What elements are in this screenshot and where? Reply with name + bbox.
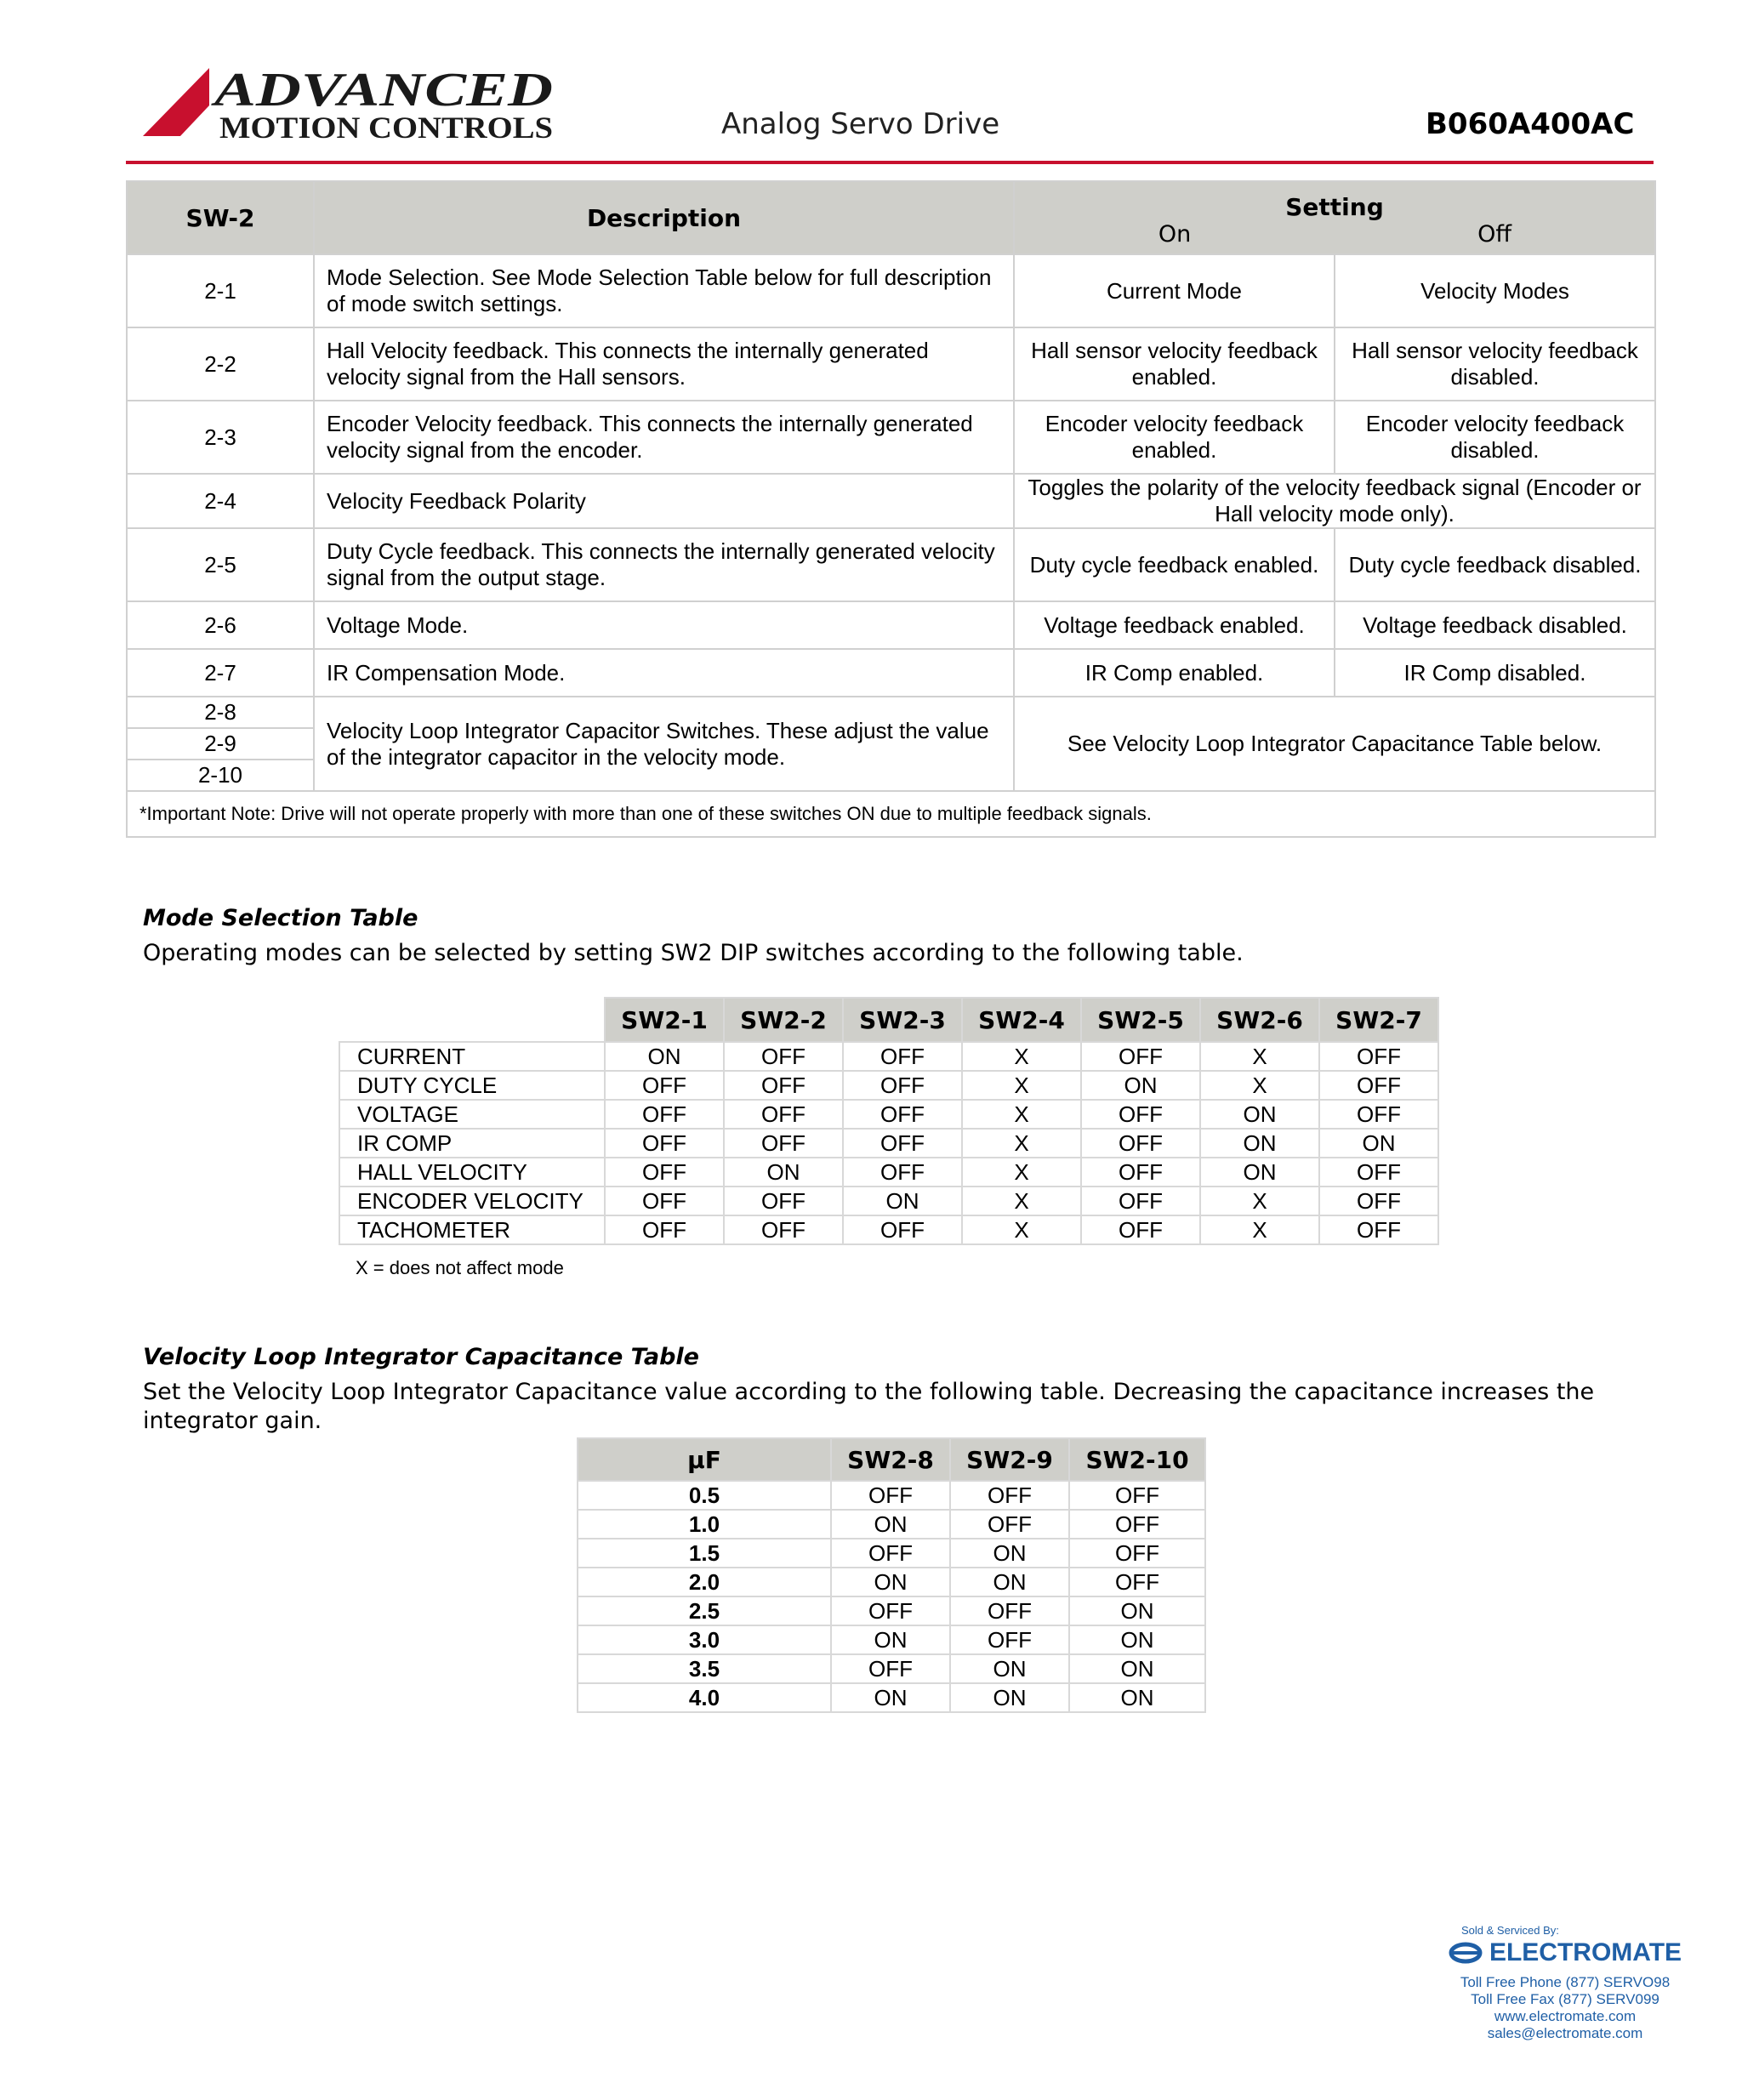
switch-id: 2-9 [127,728,314,760]
capacitance-value: 4.0 [578,1683,831,1712]
electromate-logo-icon [1449,1941,1483,1965]
table-row [339,1158,1438,1187]
setting-off: Encoder velocity feedback disabled. [1335,401,1655,474]
switch-state: X [962,1042,1081,1071]
sw2-col-switch: SW-2 [127,181,314,254]
setting-off-label: Off [1477,221,1511,248]
switch-state: OFF [605,1100,724,1129]
header-divider [126,161,1654,164]
switch-state: X [962,1215,1081,1244]
switch-state: OFF [843,1100,962,1129]
mode-header-row [339,998,1438,1042]
table-row [578,1596,1205,1625]
switch-state: OFF [1069,1539,1205,1568]
mode-col-header: SW2-1 [605,998,724,1042]
phone-line: Toll Free Phone (877) SERVO98 [1460,1974,1671,1990]
table-row [578,1568,1205,1596]
mode-name: CURRENT [339,1042,605,1071]
mode-name: IR COMP [339,1129,605,1158]
table-row [339,1187,1438,1215]
switch-state: ON [831,1568,950,1596]
switch-state: OFF [605,1158,724,1187]
switch-state: OFF [843,1129,962,1158]
mode-name: DUTY CYCLE [339,1071,605,1100]
switch-state: OFF [1081,1187,1200,1215]
table-row [127,697,1655,728]
company-logo [143,65,560,146]
cap-description-line1: Set the Velocity Loop Integrator Capacitance value according to the following table. Decreasing the capacitance increases the [143,1379,1595,1405]
mode-col-header: SW2-4 [962,998,1081,1042]
switch-state: OFF [724,1187,843,1215]
switch-description: Voltage Mode. [314,601,1014,649]
switch-state: OFF [950,1481,1069,1510]
switch-state: ON [605,1042,724,1071]
setting-on: Hall sensor velocity feedback enabled. [1014,327,1335,401]
switch-description: Hall Velocity feedback. This connects the internally generated velocity signal from the Hall sensors. [314,327,1014,401]
switch-state: OFF [843,1042,962,1071]
logo-line1: ADVANCED [211,65,553,117]
cap-col-header: SW2-8 [831,1438,950,1481]
capacitance-value: 3.0 [578,1625,831,1654]
table-row [127,254,1655,327]
switch-state: OFF [950,1510,1069,1539]
mode-col-header: SW2-7 [1319,998,1438,1042]
switch-state: OFF [843,1071,962,1100]
brand-name: ELECTROMATE [1489,1938,1682,1966]
table-row [578,1625,1205,1654]
mode-selection-table [339,997,1439,1245]
switch-state: ON [831,1625,950,1654]
mode-name: VOLTAGE [339,1100,605,1129]
switch-state: OFF [724,1100,843,1129]
capacitance-value: 1.0 [578,1510,831,1539]
sw2-header-row [127,181,1655,254]
switch-state: OFF [1069,1510,1205,1539]
switch-state: X [1200,1187,1319,1215]
switch-state: X [1200,1071,1319,1100]
switch-description: IR Compensation Mode. [314,649,1014,697]
switch-state: ON [950,1539,1069,1568]
switch-group-description: Velocity Loop Integrator Capacitor Switches. These adjust the value of the integrator capacitor in the velocity mode. [314,697,1014,791]
setting-off: Hall sensor velocity feedback disabled. [1335,327,1655,401]
mode-col-header: SW2-3 [843,998,962,1042]
switch-state: ON [1069,1625,1205,1654]
switch-state: ON [950,1568,1069,1596]
setting-merged: Toggles the polarity of the velocity feedback signal (Encoder or Hall velocity mode only). [1014,474,1655,528]
mode-name: ENCODER VELOCITY [339,1187,605,1215]
sw2-col-description: Description [314,181,1014,254]
cap-section-description [143,1378,1594,1436]
switch-description: Velocity Feedback Polarity [314,474,1014,528]
switch-state: ON [843,1187,962,1215]
setting-on: Voltage feedback enabled. [1014,601,1335,649]
switch-state: OFF [843,1215,962,1244]
switch-state: ON [950,1683,1069,1712]
switch-state: OFF [605,1129,724,1158]
table-row [578,1481,1205,1510]
table-row [339,1129,1438,1158]
switch-state: ON [950,1654,1069,1683]
table-row [127,528,1655,601]
document-subtitle: Analog Servo Drive [721,107,1000,141]
switch-state: ON [831,1683,950,1712]
switch-group-setting: See Velocity Loop Integrator Capacitance Table below. [1014,697,1655,791]
table-note-row [127,791,1655,837]
mode-legend: X = does not affect mode [356,1257,564,1278]
mode-col-header: SW2-6 [1200,998,1319,1042]
switch-state: OFF [1081,1042,1200,1071]
switch-state: OFF [1319,1042,1438,1071]
cap-description-line2: integrator gain. [143,1408,322,1434]
switch-state: OFF [1069,1568,1205,1596]
switch-state: OFF [1081,1215,1200,1244]
fax-line: Toll Free Fax (877) SERV099 [1471,1991,1659,2007]
switch-id: 2-4 [127,474,314,528]
mode-section-description: Operating modes can be selected by setting SW2 DIP switches according to the following table. [143,940,1244,966]
table-row [339,1042,1438,1071]
switch-id: 2-2 [127,327,314,401]
capacitance-value: 2.5 [578,1596,831,1625]
capacitance-value: 2.0 [578,1568,831,1596]
switch-state: OFF [1081,1158,1200,1187]
switch-state: OFF [831,1654,950,1683]
switch-state: ON [1319,1129,1438,1158]
cap-section-title: Velocity Loop Integrator Capacitance Table [143,1344,699,1370]
table-row [339,1100,1438,1129]
switch-state: OFF [605,1187,724,1215]
switch-state: X [962,1158,1081,1187]
switch-state: OFF [831,1596,950,1625]
cap-col-header: SW2-9 [950,1438,1069,1481]
switch-state: OFF [831,1539,950,1568]
switch-state: ON [1200,1129,1319,1158]
table-row [578,1539,1205,1568]
table-row [578,1654,1205,1683]
cap-col-header: SW2-10 [1069,1438,1205,1481]
setting-on: IR Comp enabled. [1014,649,1335,697]
capacitance-value: 1.5 [578,1539,831,1568]
setting-title: Setting [1285,193,1384,221]
switch-id: 2-7 [127,649,314,697]
setting-off: Voltage feedback disabled. [1335,601,1655,649]
table-row [127,401,1655,474]
table-row [339,1071,1438,1100]
distributor-brand [1446,1938,1684,1967]
email-link[interactable]: sales@electromate.com [1487,2025,1643,2041]
switch-state: OFF [831,1481,950,1510]
switch-state: OFF [1069,1481,1205,1510]
switch-state: ON [831,1510,950,1539]
table-row [339,1215,1438,1244]
mode-section-title: Mode Selection Table [143,905,418,931]
cap-header-row [578,1438,1205,1481]
switch-state: ON [1069,1654,1205,1683]
capacitance-value: 3.5 [578,1654,831,1683]
sw2-col-setting [1014,181,1655,254]
switch-id: 2-1 [127,254,314,327]
switch-state: OFF [724,1071,843,1100]
mode-name: TACHOMETER [339,1215,605,1244]
important-note: *Important Note: Drive will not operate properly with more than one of these switches ON due to multiple feedback signals. [127,791,1655,837]
mode-header-blank [339,998,605,1042]
switch-state: ON [1200,1158,1319,1187]
setting-on: Duty cycle feedback enabled. [1014,528,1335,601]
mode-col-header: SW2-2 [724,998,843,1042]
mode-name: HALL VELOCITY [339,1158,605,1187]
mode-col-header: SW2-5 [1081,998,1200,1042]
setting-off: Duty cycle feedback disabled. [1335,528,1655,601]
switch-state: OFF [1319,1187,1438,1215]
website-link[interactable]: www.electromate.com [1494,2008,1637,2024]
switch-state: OFF [605,1215,724,1244]
switch-state: OFF [843,1158,962,1187]
capacitance-value: 0.5 [578,1481,831,1510]
switch-state: OFF [724,1042,843,1071]
switch-state: ON [1069,1596,1205,1625]
switch-state: OFF [950,1625,1069,1654]
switch-description: Mode Selection. See Mode Selection Table below for full description of mode switch settings. [314,254,1014,327]
switch-description: Duty Cycle feedback. This connects the internally generated velocity signal from the output stage. [314,528,1014,601]
table-row [127,474,1655,528]
cap-col-header: µF [578,1438,831,1481]
switch-state: OFF [1081,1129,1200,1158]
switch-state: OFF [1319,1100,1438,1129]
switch-state: OFF [1319,1071,1438,1100]
switch-state: OFF [724,1129,843,1158]
switch-state: OFF [1319,1215,1438,1244]
table-row [127,649,1655,697]
switch-id: 2-6 [127,601,314,649]
model-number: B060A400AC [1426,107,1635,141]
switch-state: X [1200,1215,1319,1244]
switch-state: X [962,1187,1081,1215]
switch-state: OFF [724,1215,843,1244]
sold-by-label: Sold & Serviced By: [1461,1924,1559,1937]
switch-state: ON [724,1158,843,1187]
switch-id: 2-8 [127,697,314,728]
switch-state: OFF [950,1596,1069,1625]
switch-state: X [962,1129,1081,1158]
switch-state: ON [1069,1683,1205,1712]
sw2-settings-table [126,180,1656,838]
capacitance-table [577,1437,1206,1713]
switch-state: X [962,1071,1081,1100]
setting-off: Velocity Modes [1335,254,1655,327]
logo-line2: MOTION CONTROLS [219,111,553,145]
table-row [127,601,1655,649]
setting-on: Current Mode [1014,254,1335,327]
switch-state: X [1200,1042,1319,1071]
table-row [127,327,1655,401]
switch-state: ON [1081,1071,1200,1100]
setting-on-label: On [1158,221,1192,248]
switch-id: 2-10 [127,760,314,791]
switch-state: OFF [1081,1100,1200,1129]
setting-off: IR Comp disabled. [1335,649,1655,697]
distributor-footer [1446,1924,1684,2042]
switch-id: 2-3 [127,401,314,474]
switch-state: OFF [1319,1158,1438,1187]
table-row [578,1683,1205,1712]
switch-description: Encoder Velocity feedback. This connects the internally generated velocity signal from the encoder. [314,401,1014,474]
table-row [578,1510,1205,1539]
switch-state: X [962,1100,1081,1129]
switch-id: 2-5 [127,528,314,601]
switch-state: ON [1200,1100,1319,1129]
setting-on: Encoder velocity feedback enabled. [1014,401,1335,474]
switch-state: OFF [605,1071,724,1100]
